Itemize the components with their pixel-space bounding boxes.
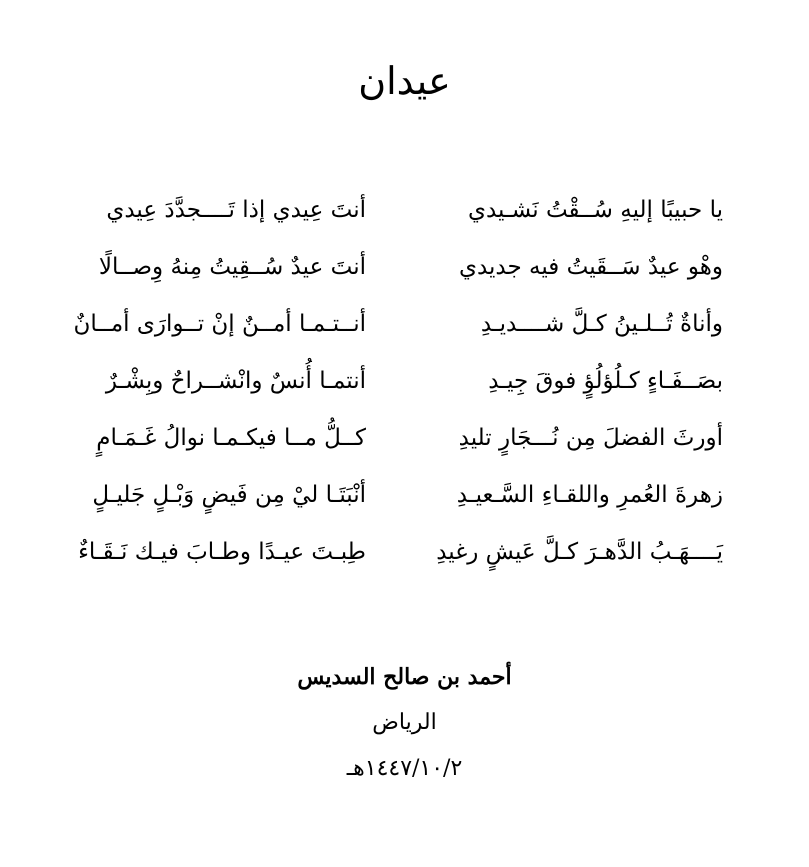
verse-4 [0,357,809,413]
verse-3-first-hemistich: أنــتـمـا أمــنٌ إنْ تــوارَى أمــانٌ [73,311,366,337]
verse-4-first-hemistich: أنتمـا أُنسٌ وانْشــراحٌ وبِشْـرٌ [105,368,366,394]
verse-5-second-hemistich: أورثَ الفضلَ مِن نُـــجَارٍ تليدِ [458,425,723,451]
verse-1 [0,186,809,242]
poet-name: أحمد بن صالح السديس [297,664,512,690]
verse-7-second-hemistich: يَــــهَـبُ الدَّهـرَ كـلَّ عَيشٍ رغيدِ [436,539,723,565]
poet-signature [0,654,809,792]
poem-date: ١٤٤٧/١٠/٢هـ [346,756,463,781]
verse-4-second-hemistich: بصَــفَـاءٍ كـلُؤلُؤٍ فوقَ جِيـدِ [488,368,723,394]
verse-3-second-hemistich: وأناةٌ تُــلـينُ كـلَّ شــــديـدِ [480,311,723,337]
verse-7-first-hemistich: طِبـتَ عيـدًا وطـابَ فيـك نَـقَـاءٌ [78,539,366,565]
verse-2 [0,243,809,299]
verse-3 [0,300,809,356]
verse-1-first-hemistich: أنتَ عِيدي إذا تَــــجدَّدَ عِيدي [106,197,366,223]
verse-5-first-hemistich: كــلُّ مــا فيكـمـا نوالُ غَـمَـامٍ [96,425,366,451]
verse-6 [0,471,809,527]
verse-7 [0,528,809,584]
verse-6-first-hemistich: أنْبَتَـا ليْ مِن فَيضٍ وَبْـلٍ جَليـلٍ [92,482,366,508]
verse-2-second-hemistich: وهْو عيدٌ سَــقَيتُ فيه جديدي [458,254,723,280]
poem-title: عيدان [358,59,451,103]
poem-place: الرياض [372,710,437,735]
verse-2-first-hemistich: أنتَ عيدٌ سُــقِيتُ مِنهُ وِصــالًا [98,254,366,280]
verse-6-second-hemistich: زهرةَ العُمرِ واللقـاءِ السَّـعيـدِ [456,482,723,508]
verse-5 [0,414,809,470]
verse-1-second-hemistich: يا حبيبًا إليهِ سُــقْتُ نَشـيدي [467,197,723,223]
